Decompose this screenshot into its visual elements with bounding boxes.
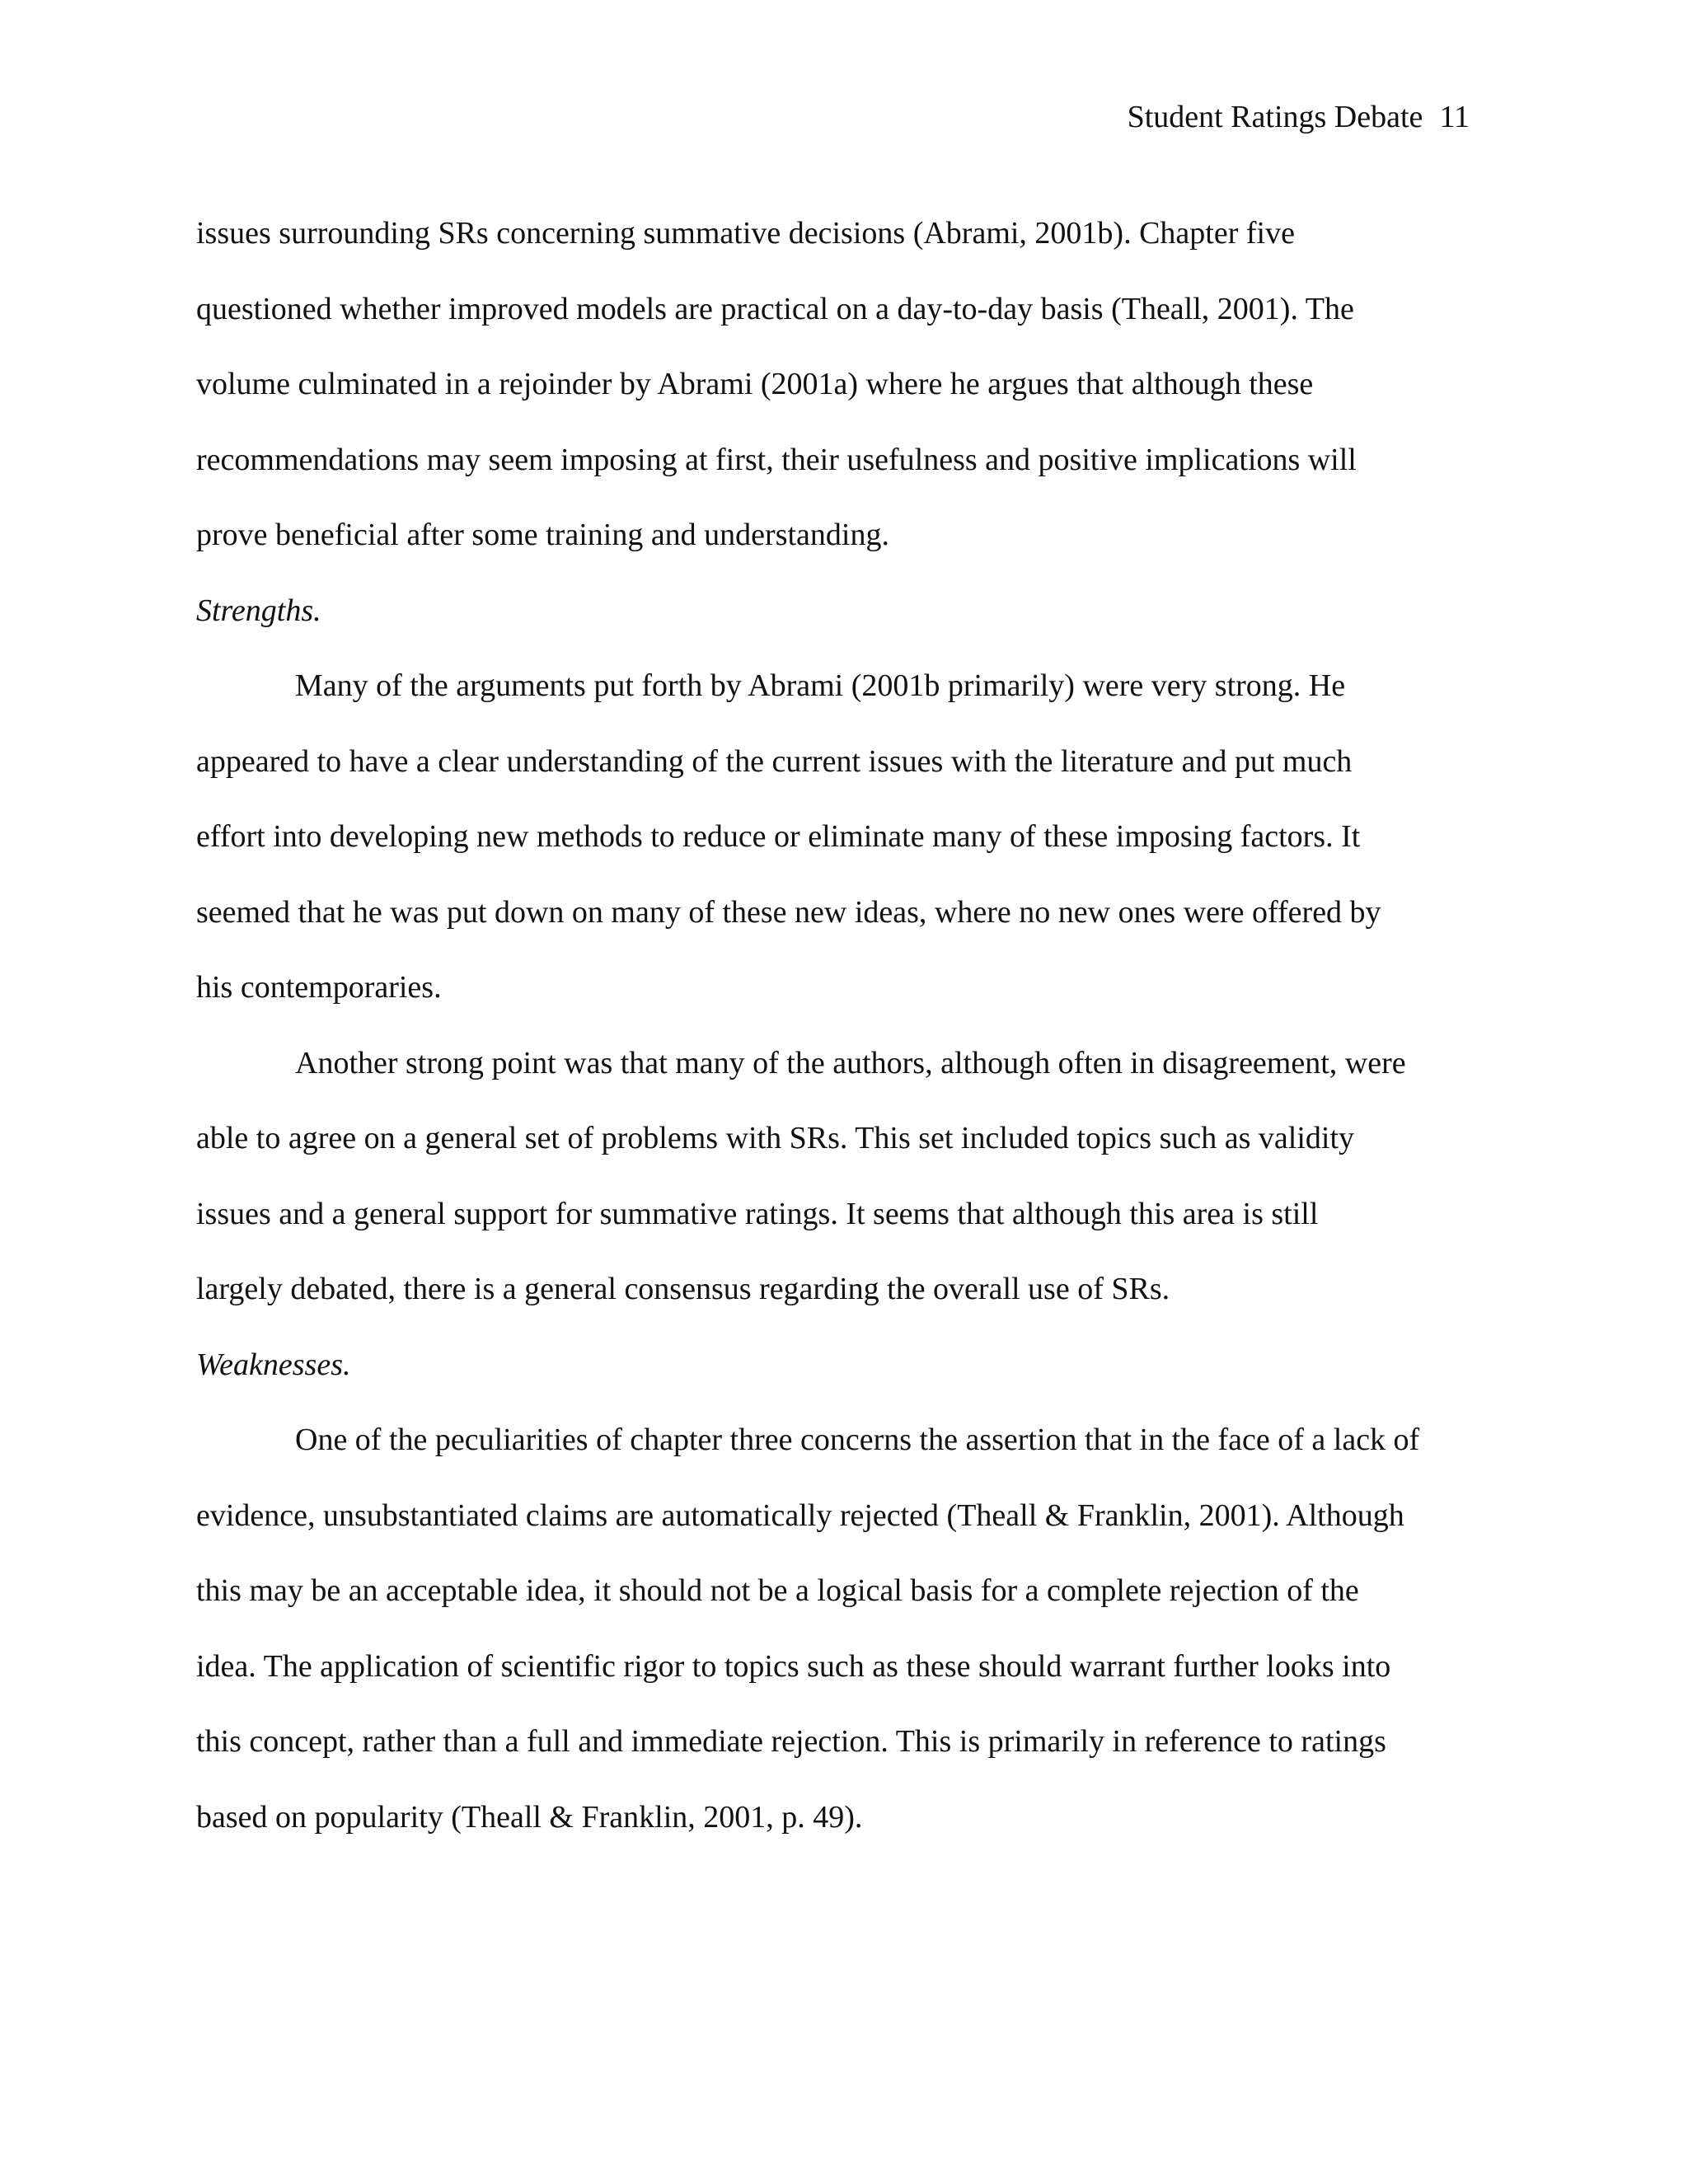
running-head — [1128, 97, 1470, 137]
paragraph-weaknesses-1 — [196, 1403, 1515, 1855]
text-line: issues surrounding SRs concerning summative decisions (Abrami, 2001b). Chapter five — [196, 216, 1295, 251]
text-line: based on popularity (Theall & Franklin, 2001, p. 49). — [196, 1799, 863, 1835]
text-line: questioned whether improved models are practical on a day-to-day basis (Theall, 2001). The — [196, 291, 1354, 326]
text-line: issues and a general support for summative ratings. It seems that although this area is still — [196, 1196, 1319, 1231]
text-line: evidence, unsubstantiated claims are automatically rejected (Theall & Franklin, 2001). Although — [196, 1497, 1404, 1533]
text-line: prove beneficial after some training and understanding. — [196, 518, 889, 552]
body-text — [196, 196, 1515, 1855]
text-line: his contemporaries. — [196, 970, 442, 1005]
section-heading-weaknesses: Weaknesses. — [196, 1347, 351, 1382]
running-head-title: Student Ratings Debate — [1127, 100, 1423, 134]
text-line: One of the peculiarities of chapter three concerns the assertion that in the face of a lack of — [295, 1422, 1420, 1457]
text-line: this concept, rather than a full and immediate rejection. This is primarily in reference to ratings — [196, 1724, 1386, 1759]
text-line: able to agree on a general set of problems with SRs. This set included topics such as validity — [196, 1121, 1354, 1155]
paragraph-continuation — [196, 196, 1515, 574]
paragraph-strengths-1 — [196, 649, 1515, 1026]
text-line: Another strong point was that many of the authors, although often in disagreement, were — [295, 1045, 1406, 1080]
section-heading-strengths: Strengths. — [196, 593, 321, 628]
paragraph-strengths-2 — [196, 1026, 1515, 1328]
text-line: effort into developing new methods to reduce or eliminate many of these imposing factors. It — [196, 819, 1361, 854]
text-line: seemed that he was put down on many of these new ideas, where no new ones were offered by — [196, 894, 1381, 930]
text-line: appeared to have a clear understanding of the current issues with the literature and put much — [196, 743, 1353, 779]
page-number: 11 — [1439, 100, 1470, 134]
text-line: this may be an acceptable idea, it should not be a logical basis for a complete rejection of the — [196, 1573, 1359, 1608]
text-line: idea. The application of scientific rigor to topics such as these should warrant further looks into — [196, 1648, 1391, 1684]
text-line: Many of the arguments put forth by Abrami (2001b primarily) were very strong. He — [295, 668, 1346, 703]
text-line: recommendations may seem imposing at first, their usefulness and positive implications will — [196, 442, 1357, 477]
text-line: volume culminated in a rejoinder by Abrami (2001a) where he argues that although these — [196, 367, 1314, 401]
text-line: largely debated, there is a general consensus regarding the overall use of SRs. — [196, 1272, 1170, 1306]
